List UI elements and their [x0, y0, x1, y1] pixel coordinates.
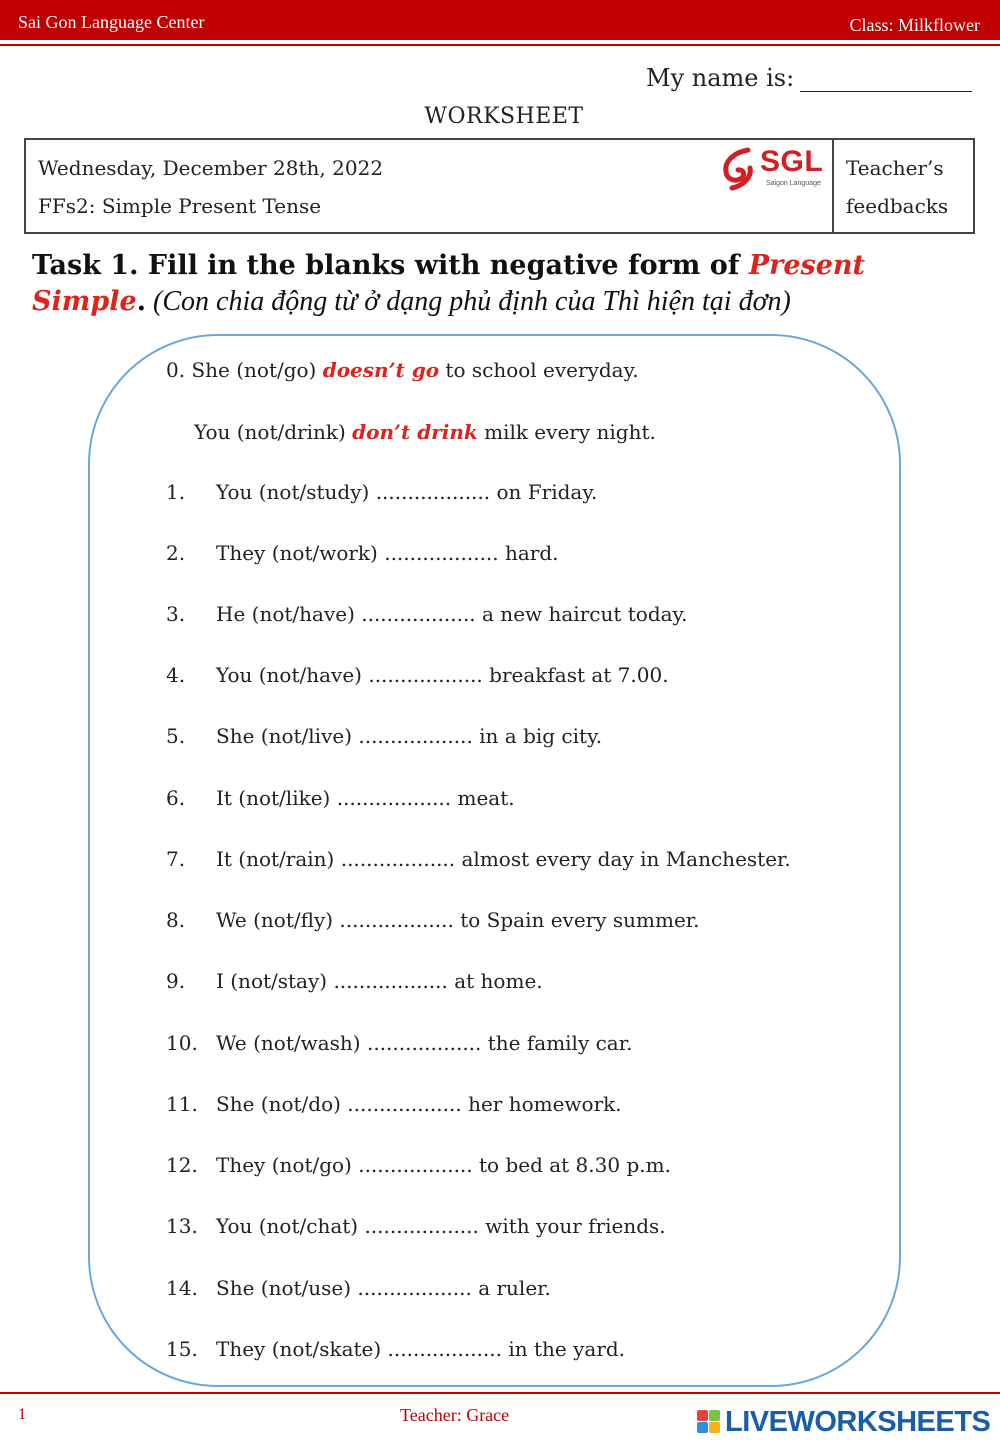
- task-dot: .: [136, 286, 147, 317]
- example-sentence: [166, 358, 639, 382]
- page-number: 1: [18, 1406, 26, 1423]
- feedback-label-2: feedbacks: [846, 194, 949, 218]
- item-text: You (not/chat) .................. with your friends.: [216, 1214, 666, 1238]
- lesson-date: Wednesday, December 28th, 2022: [38, 156, 384, 180]
- name-label: My name is:: [646, 64, 795, 92]
- exercise-item[interactable]: [166, 847, 791, 871]
- item-text: You (not/study) .................. on Friday.: [216, 480, 598, 504]
- item-text: She (not/do) .................. her homework.: [216, 1092, 622, 1116]
- example-answer: doesn’t go: [322, 358, 440, 382]
- exercise-item[interactable]: [166, 602, 688, 626]
- item-number: 1.: [166, 480, 186, 504]
- item-number: 3.: [166, 602, 186, 626]
- task-highlight-simple: Simple: [32, 286, 137, 317]
- info-divider: [832, 140, 834, 232]
- item-text: They (not/skate) .................. in the yard.: [216, 1337, 626, 1361]
- worksheet-title: WORKSHEET: [424, 104, 584, 129]
- logo-subtext: Saigon Language: [766, 180, 821, 187]
- task-highlight-present: Present: [748, 250, 865, 281]
- sgl-logo: [718, 146, 830, 192]
- item-number: 10.: [166, 1031, 198, 1055]
- item-number: 4.: [166, 663, 186, 687]
- center-name: Sai Gon Language Center: [18, 12, 205, 32]
- example-sentence: [194, 420, 656, 444]
- item-number: 8.: [166, 908, 186, 932]
- task-heading-text: Task 1. Fill in the blanks with negative form of: [32, 250, 749, 281]
- example-answer: don’t drink: [352, 420, 478, 444]
- exercise-item[interactable]: [166, 1337, 625, 1361]
- name-field: [646, 64, 972, 92]
- item-text: You (not/have) .................. breakfast at 7.00.: [216, 663, 669, 687]
- name-blank[interactable]: [800, 67, 972, 92]
- example-prefix: 0. She (not/go): [166, 358, 323, 382]
- item-text: They (not/work) .................. hard.: [216, 541, 559, 565]
- example-prefix: You (not/drink): [194, 420, 353, 444]
- item-number: 14.: [166, 1276, 198, 1300]
- info-box: [24, 138, 975, 234]
- exercise-item[interactable]: [166, 1092, 622, 1116]
- item-number: 9.: [166, 969, 186, 993]
- item-text: She (not/use) .................. a ruler.: [216, 1276, 551, 1300]
- exercise-item[interactable]: [166, 969, 543, 993]
- exercise-item[interactable]: [166, 480, 597, 504]
- sgl-swirl-icon: [718, 146, 762, 192]
- exercise-item[interactable]: [166, 663, 669, 687]
- liveworksheets-blocks-icon: [697, 1410, 721, 1436]
- item-number: 15.: [166, 1337, 198, 1361]
- example-suffix: milk every night.: [477, 420, 656, 444]
- item-text: We (not/wash) .................. the family car.: [216, 1031, 633, 1055]
- teacher-name: Teacher: Grace: [400, 1405, 510, 1425]
- item-number: 6.: [166, 786, 186, 810]
- item-text: We (not/fly) .................. to Spain every summer.: [216, 908, 700, 932]
- item-number: 13.: [166, 1214, 198, 1238]
- exercise-item[interactable]: [166, 541, 559, 565]
- exercise-item[interactable]: [166, 786, 515, 810]
- task-instruction: (Con chia động từ ở dạng phủ định của Thì hiện tại đơn): [146, 286, 791, 317]
- lesson-topic: FFs2: Simple Present Tense: [38, 194, 322, 218]
- exercise-item[interactable]: [166, 908, 700, 932]
- exercise-item[interactable]: [166, 1214, 666, 1238]
- item-number: 5.: [166, 724, 186, 748]
- footer-divider: [0, 1392, 1000, 1394]
- exercise-item[interactable]: [166, 1031, 632, 1055]
- exercise-item[interactable]: [166, 724, 602, 748]
- item-text: They (not/go) .................. to bed at 8.30 p.m.: [216, 1153, 671, 1177]
- header-bar: [0, 0, 1000, 40]
- item-number: 7.: [166, 847, 186, 871]
- item-number: 2.: [166, 541, 186, 565]
- header-divider: [0, 44, 1000, 46]
- example-suffix: to school everyday.: [439, 358, 639, 382]
- exercise-item[interactable]: [166, 1153, 671, 1177]
- item-text: It (not/like) .................. meat.: [216, 786, 515, 810]
- logo-text: SGL: [760, 145, 824, 178]
- class-label: Class: Milkflower: [849, 15, 980, 35]
- item-number: 12.: [166, 1153, 198, 1177]
- item-number: 11.: [166, 1092, 198, 1116]
- feedback-label-1: Teacher’s: [846, 156, 944, 180]
- item-text: He (not/have) .................. a new haircut today.: [216, 602, 688, 626]
- exercise-item[interactable]: [166, 1276, 551, 1300]
- liveworksheets-text: LIVEWORKSHEETS: [725, 1406, 991, 1438]
- task-heading: [32, 250, 865, 281]
- item-text: She (not/live) .................. in a big city.: [216, 724, 603, 748]
- item-text: I (not/stay) .................. at home.: [216, 969, 543, 993]
- task-heading-line2: [32, 286, 791, 318]
- item-text: It (not/rain) .................. almost every day in Manchester.: [216, 847, 791, 871]
